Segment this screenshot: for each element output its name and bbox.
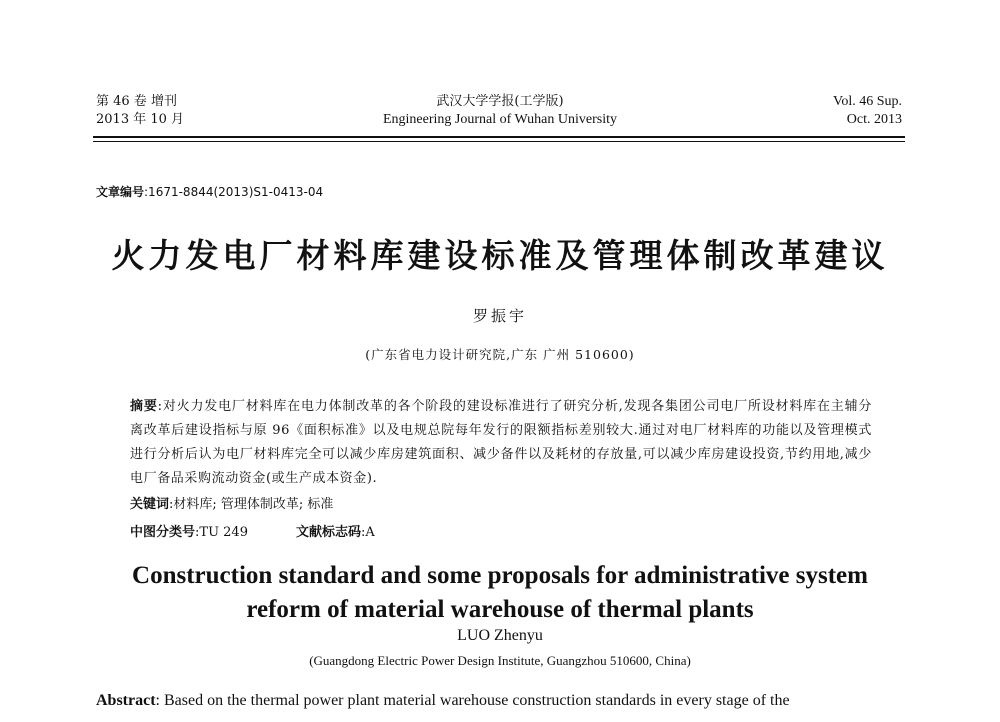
classification-label: 中图分类号 — [130, 525, 196, 540]
date-en: Oct. 2013 — [846, 112, 902, 127]
title-english — [0, 559, 1000, 627]
affiliation-english: (Guangdong Electric Power Design Institute, Guangzhou 510600, China) — [309, 653, 691, 668]
document-code-value: :A — [360, 525, 375, 540]
publication-date: 2013 年 10 月 — [96, 112, 185, 127]
abstract-english-label: Abstract — [96, 692, 156, 709]
header-rule-thin — [93, 141, 905, 142]
running-header-center — [300, 93, 700, 129]
keywords-text: :材料库; 管理体制改革; 标准 — [169, 497, 334, 512]
title-english-line2: reform of material warehouse of thermal plants — [246, 596, 754, 623]
journal-name-en: Engineering Journal of Wuhan University — [382, 112, 617, 127]
affiliation-chinese: (广东省电力设计研究院,广东 广州 510600) — [365, 347, 635, 362]
classification-row — [130, 521, 375, 540]
abstract-english — [96, 688, 908, 714]
abstract-chinese — [130, 395, 872, 491]
article-number-value: :1671-8844(2013)S1-0413-04 — [144, 185, 324, 199]
classification-value: :TU 249 — [195, 525, 248, 540]
volume-en: Vol. 46 Sup. — [833, 94, 902, 109]
author-english: LUO Zhenyu — [457, 627, 543, 644]
running-header-right — [833, 93, 902, 129]
document-code-label: 文献标志码 — [295, 525, 361, 540]
running-header-left — [96, 93, 184, 129]
keywords-chinese — [130, 493, 333, 512]
article-number — [96, 183, 323, 200]
keywords-label: 关键词 — [130, 497, 170, 512]
article-number-label: 文章编号 — [96, 185, 145, 199]
abstract-chinese-text: :对火力发电厂材料库在电力体制改革的各个阶段的建设标准进行了研究分析,发现各集团公司电厂所设材料库在主辅分离改革后建设指标与原 96《面积标准》以及电规总院每年发行的限额指标差别较大.通过对电厂材料库的功能以及管理模式进行分析后认为电厂材料库完全可以减少库房建筑面积、减少备件以及耗材的存放量,可以减少库房建设投资,节约用地,减少电厂备品采购流动资金(或生产成本资金). — [130, 399, 873, 486]
journal-name-cn: 武汉大学学报(工学版) — [436, 94, 564, 109]
author-chinese: 罗振宇 — [472, 307, 527, 325]
title-chinese: 火力发电厂材料库建设标准及管理体制改革建议 — [111, 236, 889, 275]
abstract-english-text: : Based on the thermal power plant material warehouse construction standards in every stage of the — [155, 692, 790, 709]
volume-issue: 第 46 卷 增刊 — [96, 94, 177, 109]
title-english-line1: Construction standard and some proposals for administrative system — [132, 562, 868, 589]
header-rule-thick — [93, 136, 905, 138]
abstract-chinese-label: 摘要 — [130, 399, 158, 414]
